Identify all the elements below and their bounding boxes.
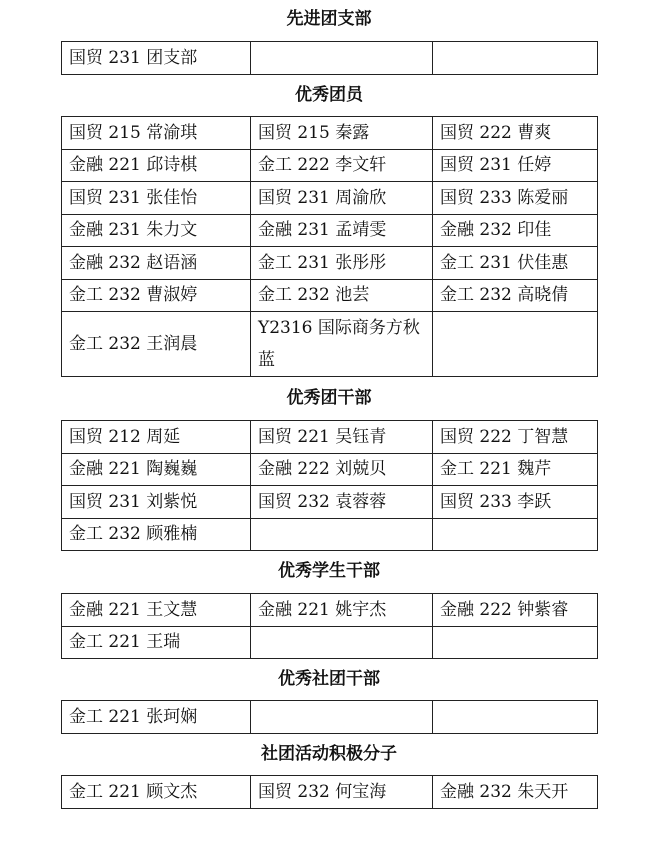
table-row	[62, 214, 598, 247]
table-row	[62, 279, 598, 312]
table-cell: 国贸 231 团支部	[62, 42, 251, 75]
table-cell: 国贸 222 曹爽	[433, 117, 598, 150]
table-row	[62, 486, 598, 519]
table-cell: 国贸 233 陈爱丽	[433, 182, 598, 215]
table-cell: 金工 221 顾文杰	[62, 776, 251, 809]
table-cell: 金工 232 曹淑婷	[62, 279, 251, 312]
section-title-excellent-cadres: 优秀团干部	[286, 388, 372, 408]
table-row	[62, 182, 598, 215]
table-cell: 金融 231 朱力文	[62, 214, 251, 247]
section-title-advanced-branch: 先进团支部	[286, 9, 372, 29]
table-cell: 金工 221 魏芹	[433, 453, 598, 486]
table-cell: 国贸 221 吴钰青	[251, 421, 433, 454]
table-cell: 金融 232 赵语涵	[62, 247, 251, 280]
table-row	[62, 117, 598, 150]
table-excellent-members	[61, 116, 598, 377]
table-cell: 金工 231 伏佳惠	[433, 247, 598, 280]
table-row	[62, 701, 598, 734]
table-cell: 金融 221 王文慧	[62, 594, 251, 627]
table-cell: 金工 232 顾雅楠	[62, 518, 251, 551]
table-cell: 金工 221 张珂娴	[62, 701, 251, 734]
table-cell	[433, 518, 598, 551]
table-cell: 金工 222 李文轩	[251, 149, 433, 182]
table-cell: 金融 222 刘兢贝	[251, 453, 433, 486]
table-cell: 国贸 215 秦露	[251, 117, 433, 150]
table-cell: 金工 232 王润晨	[62, 312, 251, 377]
table-cell: 国贸 212 周延	[62, 421, 251, 454]
table-row	[62, 518, 598, 551]
table-row	[62, 626, 598, 659]
table-advanced-branch	[61, 41, 598, 75]
table-cell: 金融 221 邱诗棋	[62, 149, 251, 182]
table-cell	[251, 626, 433, 659]
table-club-activists	[61, 775, 598, 809]
table-cell: 国贸 215 常渝琪	[62, 117, 251, 150]
table-cell	[433, 42, 598, 75]
table-cell: 金融 232 印佳	[433, 214, 598, 247]
table-row	[62, 776, 598, 809]
table-cell	[433, 626, 598, 659]
table-cell: 国贸 231 刘紫悦	[62, 486, 251, 519]
table-cell	[251, 42, 433, 75]
table-cell	[251, 518, 433, 551]
table-cell: 金工 221 王瑞	[62, 626, 251, 659]
table-row	[62, 42, 598, 75]
table-cell: 国贸 222 丁智慧	[433, 421, 598, 454]
table-cell: 金工 231 张彤彤	[251, 247, 433, 280]
table-cell: 国贸 233 李跃	[433, 486, 598, 519]
section-title-excellent-members: 优秀团员	[295, 85, 363, 105]
table-row	[62, 312, 598, 377]
table-row	[62, 149, 598, 182]
table-cell: 金融 222 钟紫睿	[433, 594, 598, 627]
table-excellent-cadres	[61, 420, 598, 551]
table-cell: 国贸 232 袁蓉蓉	[251, 486, 433, 519]
table-cell	[251, 701, 433, 734]
table-cell: 金融 221 姚宇杰	[251, 594, 433, 627]
table-row	[62, 453, 598, 486]
table-row	[62, 247, 598, 280]
section-title-club-cadres: 优秀社团干部	[278, 669, 380, 689]
section-title-club-activists: 社团活动积极分子	[261, 744, 397, 764]
table-cell: 金工 232 高晓倩	[433, 279, 598, 312]
table-row	[62, 421, 598, 454]
table-cell: 国贸 231 周渝欣	[251, 182, 433, 215]
table-cell: 金融 221 陶巍巍	[62, 453, 251, 486]
table-cell: 金融 231 孟靖雯	[251, 214, 433, 247]
table-cell: 国贸 232 何宝海	[251, 776, 433, 809]
table-cell: 国贸 231 任婷	[433, 149, 598, 182]
table-club-cadres	[61, 700, 598, 734]
table-cell: 金工 232 池芸	[251, 279, 433, 312]
table-student-cadres	[61, 593, 598, 659]
table-cell	[433, 312, 598, 377]
section-title-student-cadres: 优秀学生干部	[278, 561, 380, 581]
table-cell: 金融 232 朱天开	[433, 776, 598, 809]
table-row	[62, 594, 598, 627]
table-cell	[433, 701, 598, 734]
table-cell: 国贸 231 张佳怡	[62, 182, 251, 215]
table-cell: Y2316 国际商务方秋蓝	[251, 312, 433, 377]
